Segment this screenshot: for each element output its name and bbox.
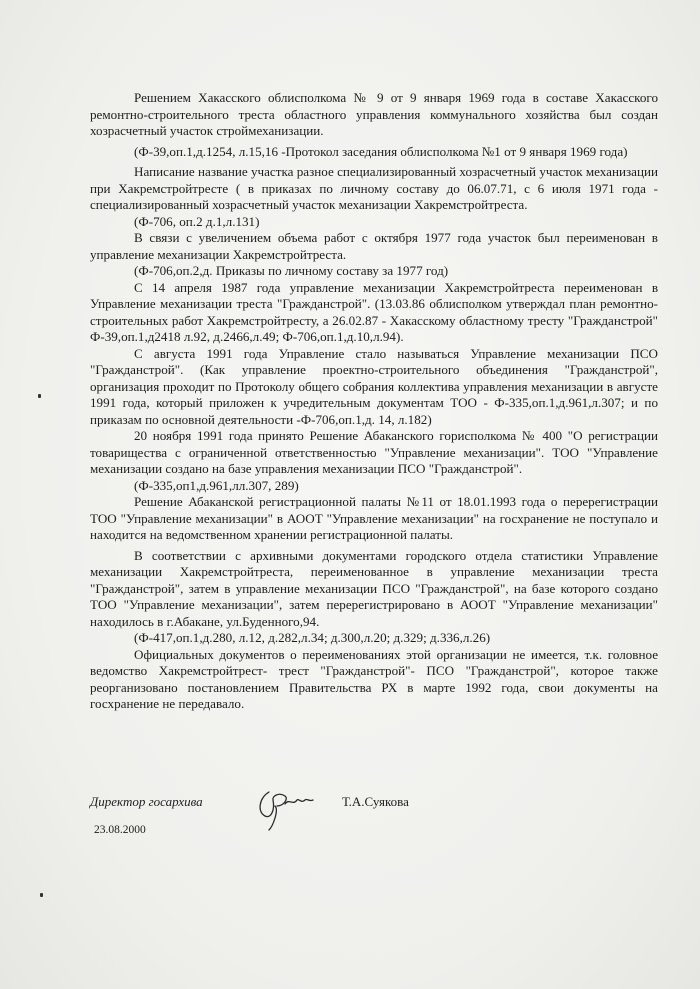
signatory-title: Директор госархива <box>90 794 203 809</box>
paragraph-9: Официальных документов о переименованиях этой организации не имеется, т.к. головное ведомство Хакремстройтрест- трест "Гражданстрой"- ПСО "Гражданстрой", которое также реорганизовано постановлением Правительства РХ в марте 1992 года, свои документы на госхранение не передавало. <box>90 646 658 711</box>
punch-mark <box>38 394 41 398</box>
paragraph-5: С августа 1991 года Управление стало называться Управление механизации ПСО "Гражданстрой". (Как управление проектно-строительного объединения "Гражданстрой", организация проходит по Протоколу общего собрания коллектива управления механизации в августе 1991 года, который приложен к учредительным документам ТОО - Ф-335,оп.1,д.961,л.307; и по приказам по основной деятельности -Ф-706,оп.1,д. 14, л.182) <box>90 345 658 427</box>
paragraph-8: В соответствии с архивными документами городского отдела статистики Управление механизации Хакремстройтреста, переименованное в управление механизации треста "Гражданстрой", затем в управление механизации ПСО "Гражданстрой", на базе которого создано ТОО "Управление механизации", затем перерегистрировано в АООТ "Управление механизации" находилось в г.Абакане, ул.Буденного,94. <box>90 547 658 629</box>
paragraph-1: Решением Хакасского облисполкома № 9 от 9 января 1969 года в составе Хакасского ремонтно-строительного треста областного управления коммунального хозяйства был создан хозрасчетный участок строймеханизации. <box>90 90 658 138</box>
archive-reference-3: (Ф-706,оп.2,д. Приказы по личному составу за 1977 год) <box>134 263 449 278</box>
signature-block <box>90 786 658 846</box>
archive-reference-4: (Ф-335,оп1,д.961,лл.307, 289) <box>134 477 299 493</box>
handwritten-signature <box>255 786 325 832</box>
document-body <box>90 90 658 713</box>
paragraph-3: В связи с увеличением объема работ с октября 1977 года участок был переименован в управление механизации Хакремстройтреста. <box>90 230 658 262</box>
document-date: 23.08.2000 <box>94 824 146 836</box>
signatory-name: Т.А.Суякова <box>342 794 409 809</box>
archive-reference-1: (Ф-39,оп.1,д.1254, л.15,16 -Протокол заседания облисполкома №1 от 9 января 1969 года) <box>134 143 628 159</box>
paragraph-6: 20 ноября 1991 года принято Решение Абаканского горисполкома № 400 "О регистрации товарищества с ограниченной ответственностью "Управление механизации". ТОО "Управление механизации создано на базе управления механизации ПСО "Гражданстрой". <box>90 428 658 476</box>
archive-reference-5: (Ф-417,оп.1,д.280, л.12, д.282,л.34; д.300,л.20; д.329; д.336,л.26) <box>134 630 491 645</box>
paragraph-2: Написание название участка разное специализированный хозрасчетный участок механизации при Хакремстройтресте ( в приказах по личному составу до 06.07.71, с 6 июля 1971 года - специализированный хозрасчетный участок механизации Хакремстройтреста. <box>90 164 658 212</box>
punch-mark <box>40 893 43 897</box>
paragraph-4: С 14 апреля 1987 года управление механизации Хакремстройтреста переименован в Управление механизации треста "Гражданстрой". (13.03.86 облисполком утверждал план ремонтно-строительных работ Хакремстройтресту, а 26.02.87 - Хакасскому областному тресту "Гражданстрой" Ф-39,оп.1,д2418 л.92, д.2466,л.49; Ф-706,оп.1,д.10,л.94). <box>90 279 658 344</box>
paragraph-7: Решение Абаканской регистрационной палаты №11 от 18.01.1993 года о перерегистрации ТОО "Управление механизации" в АООТ "Управление механизации" на госхранение не поступало и находится на ведомственном хранении регистрационной палаты. <box>90 494 658 542</box>
archive-reference-2: (Ф-706, оп.2 д.1,л.131) <box>134 213 260 229</box>
